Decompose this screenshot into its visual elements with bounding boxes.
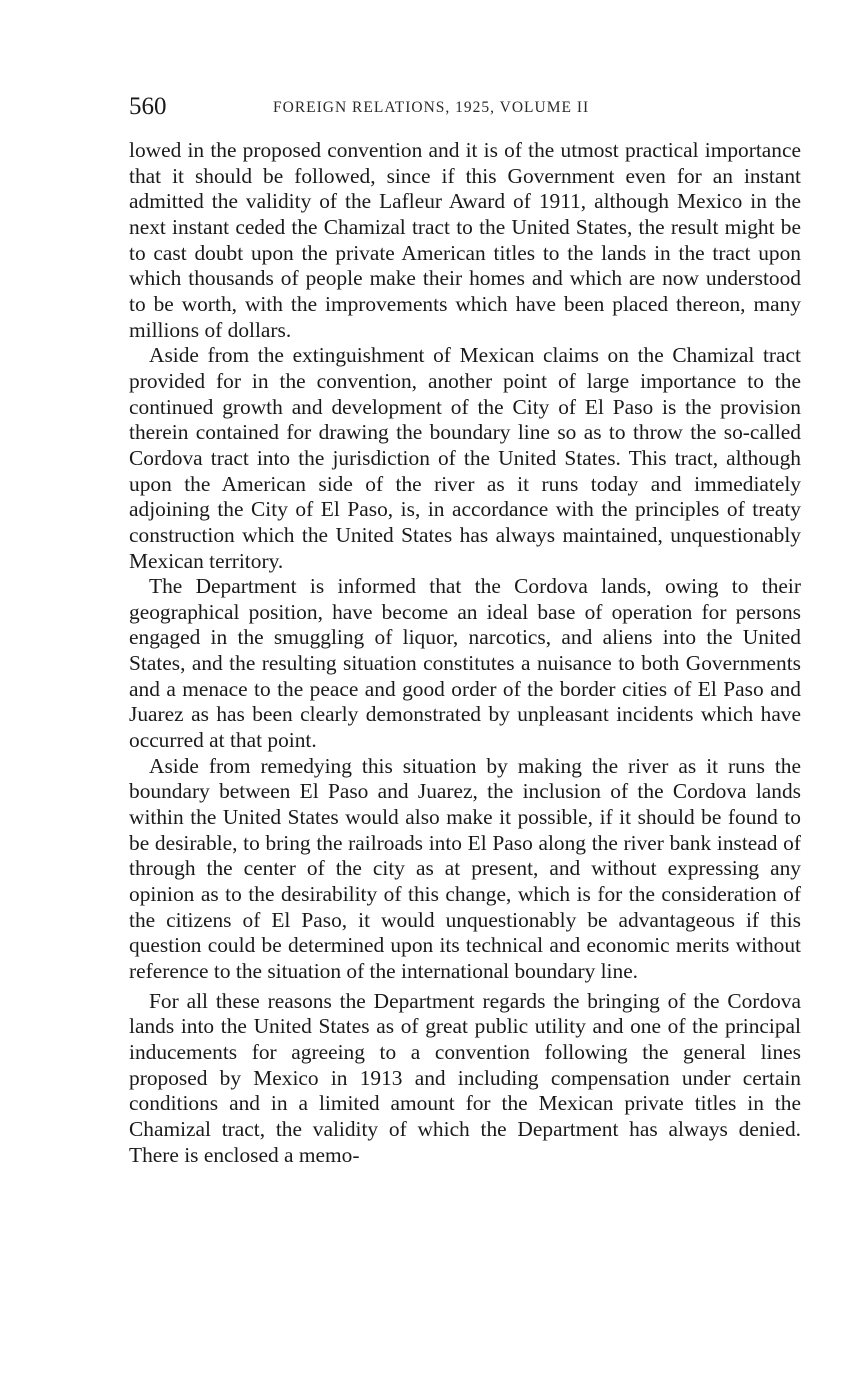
- running-header: [129, 90, 801, 124]
- body-text: [129, 138, 801, 1168]
- paragraph-continued: lowed in the proposed convention and it is of the utmost practical importance that it should be followed, since if this Government even for an instant admitted the validity of the Lafleur Award of 1911, although Mexico in the next instant ceded the Chamizal tract to the United States, the result might be to cast doubt upon the private American titles to the lands in the tract upon which thousands of people make their homes and which are now understood to be worth, with the improvements which have been placed thereon, many millions of dollars.: [129, 138, 801, 342]
- paragraph-cordova-tract: Aside from the extinguishment of Mexican claims on the Chamizal tract provided for in the convention, another point of large importance to the continued growth and development of the City of El Paso is the provision therein contained for drawing the boundary line so as to throw the so-called Cordova tract into the jurisdiction of the United States. This tract, although upon the American side of the river as it runs today and immediately adjoining the City of El Paso, is, in accordance with the principles of treaty construction which the United States has always maintained, unquestionably Mexican territory.: [129, 343, 801, 573]
- paragraph-railroads: Aside from remedying this situation by making the river as it runs the boundary between El Paso and Juarez, the inclusion of the Cordova lands within the United States would also make it possible, if it should be found to be desirable, to bring the railroads into El Paso along the river bank instead of through the center of the city as at present, and without expressing any opinion as to the desirability of this change, which is for the consideration of the citizens of El Paso, it would unquestionably be advantageous if this question could be determined upon its technical and economic merits without reference to the situation of the international boundary line.: [129, 753, 801, 983]
- running-title: FOREIGN RELATIONS, 1925, VOLUME II: [273, 99, 590, 116]
- page-number: 560: [129, 93, 167, 120]
- paragraph-conclusion: For all these reasons the Department regards the bringing of the Cordova lands into the United States as of great public utility and one of the principal inducements for agreeing to a convention following the general lines proposed by Mexico in 1913 and including compensation under certain conditions and in a limited amount for the Mexican private titles in the Chamizal tract, the validity of which the Department has always denied. There is enclosed a memo-: [129, 988, 801, 1167]
- paragraph-smuggling: The Department is informed that the Cordova lands, owing to their geographical position, have become an ideal base of operation for persons engaged in the smuggling of liquor, narcotics, and aliens into the United States, and the resulting situation constitutes a nuisance to both Governments and a menace to the peace and good order of the border cities of El Paso and Juarez as has been clearly demonstrated by unpleasant incidents which have occurred at that point.: [129, 574, 801, 753]
